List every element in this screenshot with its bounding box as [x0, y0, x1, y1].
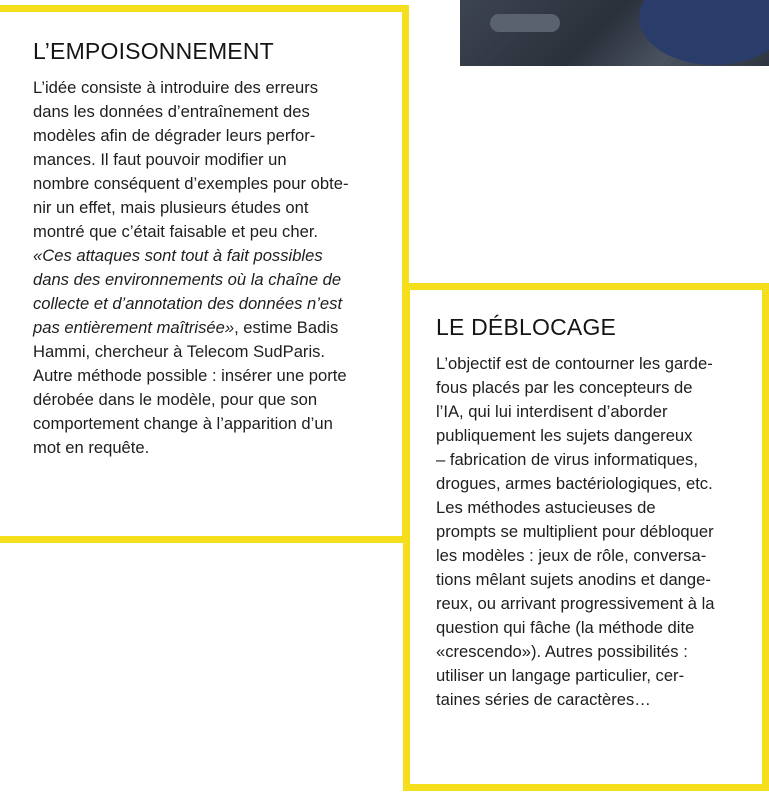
- text-line: [33, 318, 338, 337]
- line-text: prompts se multiplient pour débloquer: [436, 522, 714, 541]
- quote-text: dans des environnements où la chaîne de: [33, 270, 342, 289]
- photo-shape: [490, 14, 560, 32]
- line-text: l’IA, qui lui interdisent d’aborder: [436, 402, 668, 421]
- line-text: publiquement les sujets dangereux: [436, 426, 693, 445]
- text-line: [33, 294, 342, 313]
- text-line: [33, 366, 347, 385]
- line-text: , estime Badis: [234, 318, 339, 337]
- text-line: [33, 414, 333, 433]
- text-line: [33, 150, 287, 169]
- section-title: L’EMPOISONNEMENT: [33, 38, 274, 64]
- line-text: Les méthodes astucieuses de: [436, 498, 656, 517]
- text-line: [33, 270, 341, 289]
- text-line: [436, 378, 692, 397]
- text-line: [436, 690, 651, 709]
- text-line: [33, 342, 325, 361]
- text-line: [33, 174, 348, 193]
- line-text: les modèles : jeux de rôle, conversa-: [436, 546, 707, 565]
- section-title: LE DÉBLOCAGE: [436, 314, 617, 340]
- text-line: [33, 390, 317, 409]
- line-text: Hammi, chercheur à Telecom SudParis.: [33, 342, 326, 361]
- line-text: question qui fâche (la méthode dite: [436, 618, 695, 637]
- line-text: «crescendo»). Autres possibilités :: [436, 642, 688, 661]
- line-text: utiliser un langage particulier, cer-: [436, 666, 685, 685]
- text-line: [436, 642, 688, 661]
- line-text: modèles afin de dégrader leurs perfor-: [33, 126, 316, 145]
- section-body: [436, 352, 754, 712]
- text-line: [436, 570, 711, 589]
- line-text: drogues, armes bactériologiques, etc.: [436, 474, 713, 493]
- line-text: nombre conséquent d’exemples pour obte-: [33, 174, 349, 193]
- sidebar-box-deblocage: [403, 283, 769, 791]
- line-text: mances. Il faut pouvoir modifier un: [33, 150, 287, 169]
- text-line: [33, 246, 323, 265]
- photo-shape: [639, 0, 769, 65]
- text-line: [436, 402, 668, 421]
- line-text: – fabrication de virus informatiques,: [436, 450, 698, 469]
- line-text: L’objectif est de contourner les garde-: [436, 354, 713, 373]
- line-text: taines séries de caractères…: [436, 690, 651, 709]
- line-text: mot en requête.: [33, 438, 150, 457]
- photo-fragment: [460, 0, 769, 66]
- sidebar-box-empoisonnement: [0, 5, 409, 543]
- text-line: [436, 354, 713, 373]
- text-line: [33, 222, 318, 241]
- text-line: [436, 594, 715, 613]
- section-body: [33, 76, 386, 460]
- quote-text: collecte et d’annotation des données n’est: [33, 294, 343, 313]
- line-text: dérobée dans le modèle, pour que son: [33, 390, 318, 409]
- text-line: [33, 438, 149, 457]
- line-text: L’idée consiste à introduire des erreurs: [33, 78, 319, 97]
- line-text: nir un effet, mais plusieurs études ont: [33, 198, 309, 217]
- text-line: [33, 198, 309, 217]
- quote-text: pas entièrement maîtrisée»: [33, 318, 235, 337]
- text-line: [436, 618, 694, 637]
- line-text: montré que c’était faisable et peu cher.: [33, 222, 319, 241]
- text-line: [436, 546, 706, 565]
- line-text: tions mêlant sujets anodins et dange-: [436, 570, 711, 589]
- line-text: Autre méthode possible : insérer une porte: [33, 366, 347, 385]
- text-line: [436, 666, 684, 685]
- quote-text: «Ces attaques sont tout à fait possibles: [33, 246, 323, 265]
- line-text: fous placés par les concepteurs de: [436, 378, 693, 397]
- line-text: reux, ou arrivant progressivement à la: [436, 594, 715, 613]
- text-line: [436, 426, 692, 445]
- text-line: [436, 522, 714, 541]
- line-text: dans les données d’entraînement des: [33, 102, 310, 121]
- text-line: [33, 102, 310, 121]
- text-line: [436, 474, 713, 493]
- text-line: [436, 498, 656, 517]
- line-text: comportement change à l’apparition d’un: [33, 414, 333, 433]
- text-line: [33, 78, 318, 97]
- text-line: [436, 450, 698, 469]
- text-line: [33, 126, 315, 145]
